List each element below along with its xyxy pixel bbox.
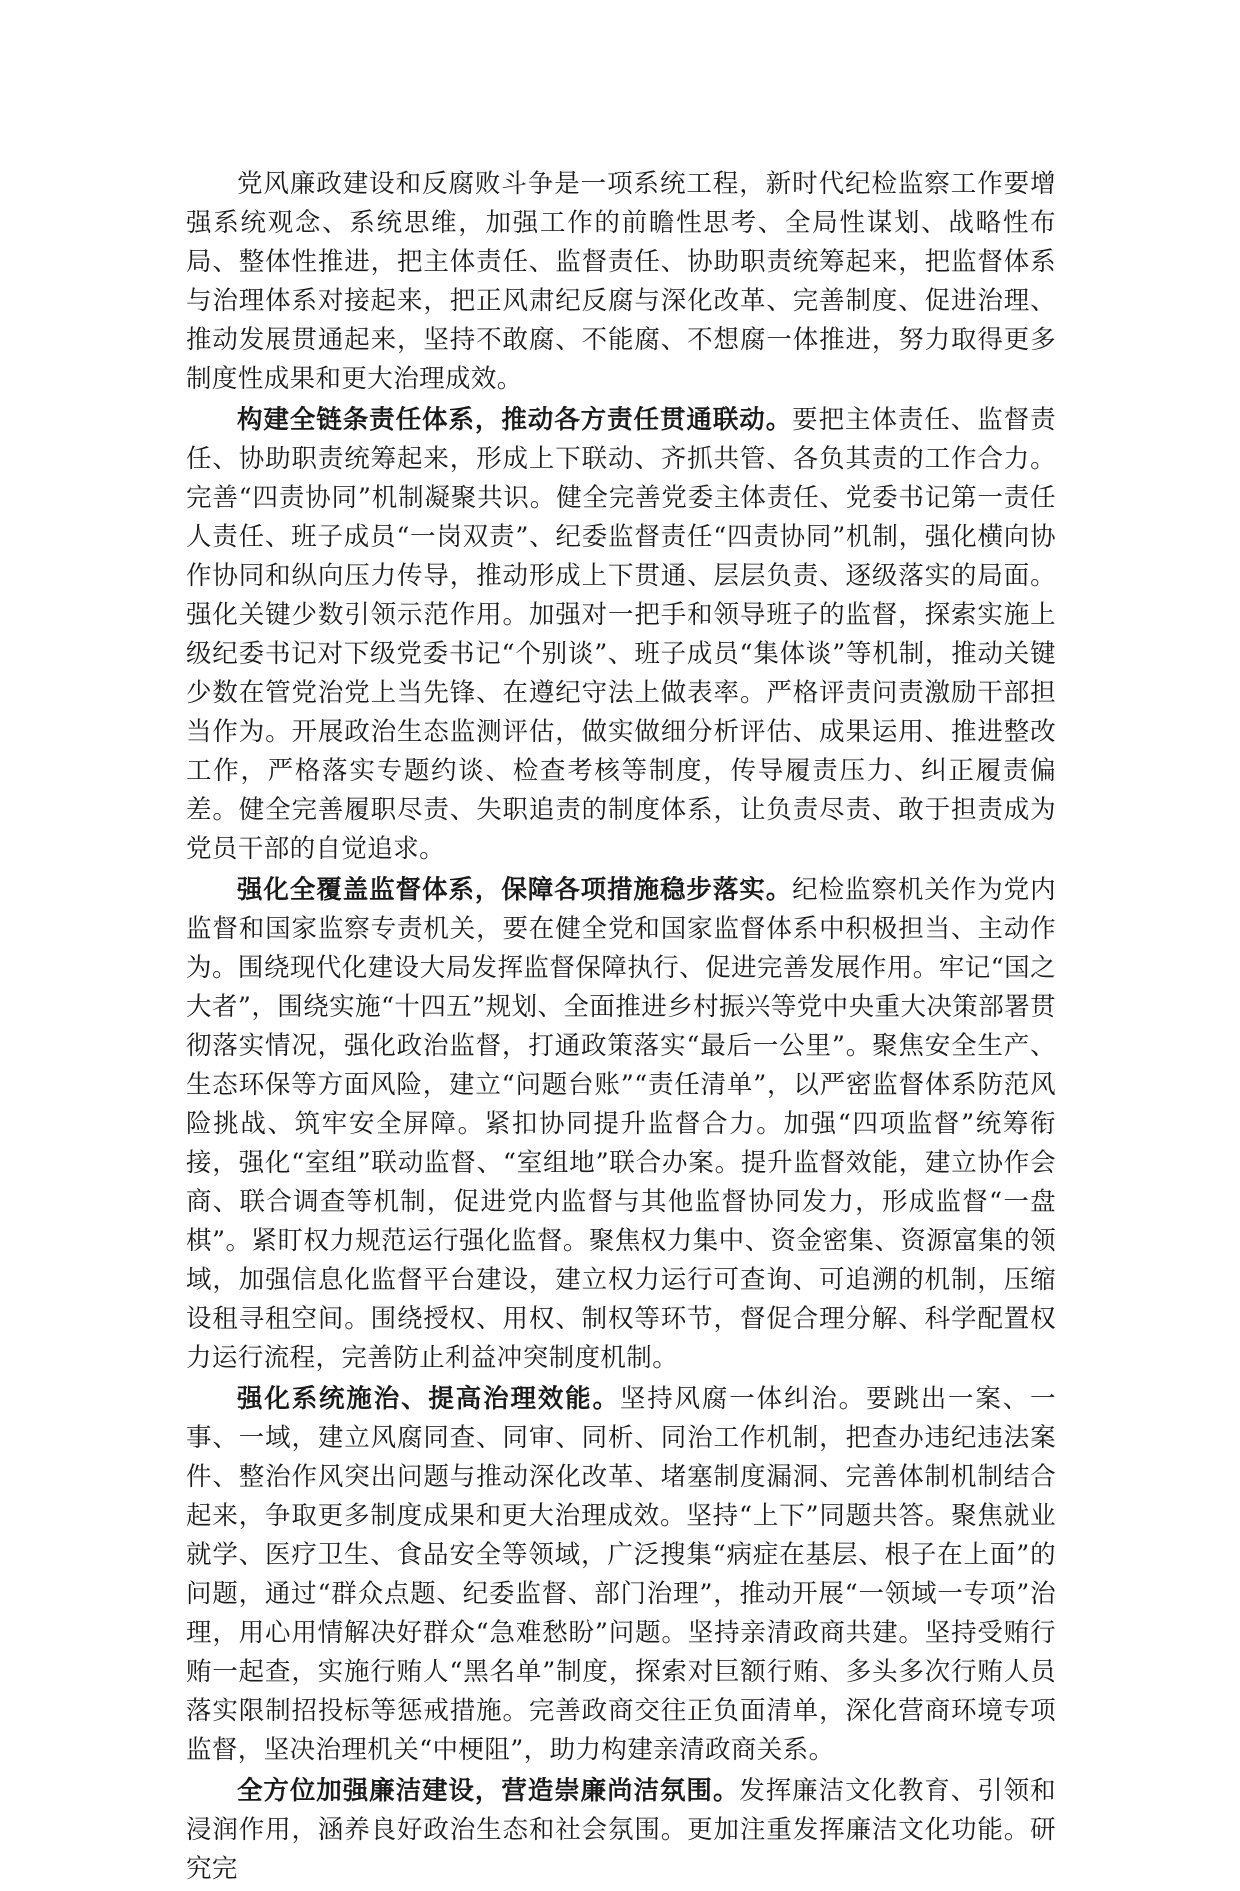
paragraph-text: 要把主体责任、监督责任、协助职责统筹起来，形成上下联动、齐抓共管、各负其责的工作合力。完善“四责协同”机制凝聚共识。健全完善党委主体责任、党委书记第一责任人责任、班子成员“一岗双责”、纪委监督责任“四责协同”机制，强化横向协作协同和纵向压力传导，推动形成上下贯通、层层负责、逐级落实的局面。强化关键少数引领示范作用。加强对一把手和领导班子的监督，探索实施上级纪委书记对下级党委书记“个别谈”、班子成员“集体谈”等机制，推动关键少数在管党治党上当先锋、在遵纪守法上做表率。严格评责问责激励干部担当作为。开展政治生态监测评估，做实做细分析评估、成果运用、推进整改工作，严格落实专题约谈、检查考核等制度，传导履责压力、纠正履责偏差。健全完善履职尽责、失职追责的制度体系，让负责尽责、敢于担责成为党员干部的自觉追求。 bbox=[186, 405, 1056, 864]
paragraph-text: 发挥廉洁文化教育、引领和浸润作用，涵养良好政治生态和社会氛围。更加注重发挥廉洁文化功能。研究完 bbox=[186, 1776, 1056, 1884]
paragraph-lead: 强化系统施治、提高治理效能。 bbox=[237, 1384, 620, 1414]
paragraph-text: 党风廉政建设和反腐败斗争是一项系统工程，新时代纪检监察工作要增强系统观念、系统思维，加强工作的前瞻性思考、全局性谋划、战略性布局、整体性推进，把主体责任、监督责任、协助职责统筹起来，把监督体系与治理体系对接起来，把正风肃纪反腐与深化改革、完善制度、促进治理、推动发展贯通起来，坚持不敢腐、不能腐、不想腐一体推进，努力取得更多制度性成果和更大治理成效。 bbox=[186, 169, 1056, 394]
paragraph-lead: 全方位加强廉洁建设，营造崇廉尚洁氛围。 bbox=[237, 1776, 740, 1806]
paragraph-intro bbox=[186, 165, 1056, 399]
paragraph-text: 纪检监察机关作为党内监督和国家监察专责机关，要在健全党和国家监督体系中积极担当、主动作为。围绕现代化建设大局发挥监督保障执行、促进完善发展作用。牢记“国之大者”，围绕实施“十四五”规划、全面推进乡村振兴等党中央重大决策部署贯彻落实情况，强化政治监督，打通政策落实“最后一公里”。聚焦安全生产、生态环保等方面风险，建立“问题台账”“责任清单”，以严密监督体系防范风险挑战、筑牢安全屏障。紧扣协同提升监督合力。加强“四项监督”统筹衔接，强化“室组”联动监督、“室组地”联合办案。提升监督效能，建立协作会商、联合调查等机制，促进党内监督与其他监督协同发力，形成监督“一盘棋”。紧盯权力规范运行强化监督。聚焦权力集中、资金密集、资源富集的领域，加强信息化监督平台建设，建立权力运行可查询、可追溯的机制，压缩设租寻租空间。围绕授权、用权、制权等环节，督促合理分解、科学配置权力运行流程，完善防止利益冲突制度机制。 bbox=[186, 875, 1056, 1373]
paragraph-lead: 强化全覆盖监督体系，保障各项措施稳步落实。 bbox=[237, 875, 793, 905]
paragraph-systematic-governance bbox=[186, 1380, 1056, 1770]
paragraph-supervision-system bbox=[186, 871, 1056, 1378]
document-body bbox=[186, 165, 1056, 1891]
paragraph-integrity-culture bbox=[186, 1772, 1056, 1889]
paragraph-text: 坚持风腐一体纠治。要跳出一案、一事、一域，建立风腐同查、同审、同析、同治工作机制，把查办违纪违法案件、整治作风突出问题与推动深化改革、堵塞制度漏洞、完善体制机制结合起来，争取更多制度成果和更大治理成效。坚持“上下”同题共答。聚焦就业就学、医疗卫生、食品安全等领域，广泛搜集“病症在基层、根子在上面”的问题，通过“群众点题、纪委监督、部门治理”，推动开展“一领域一专项”治理，用心用情解决好群众“急难愁盼”问题。坚持亲清政商共建。坚持受贿行贿一起查，实施行贿人“黑名单”制度，探索对巨额行贿、多头多次行贿人员落实限制招投标等惩戒措施。完善政商交往正负面清单，深化营商环境专项监督，坚决治理机关“中梗阻”，助力构建亲清政商关系。 bbox=[186, 1384, 1056, 1765]
paragraph-responsibility-system bbox=[186, 401, 1056, 869]
paragraph-lead: 构建全链条责任体系，推动各方责任贯通联动。 bbox=[237, 405, 793, 435]
